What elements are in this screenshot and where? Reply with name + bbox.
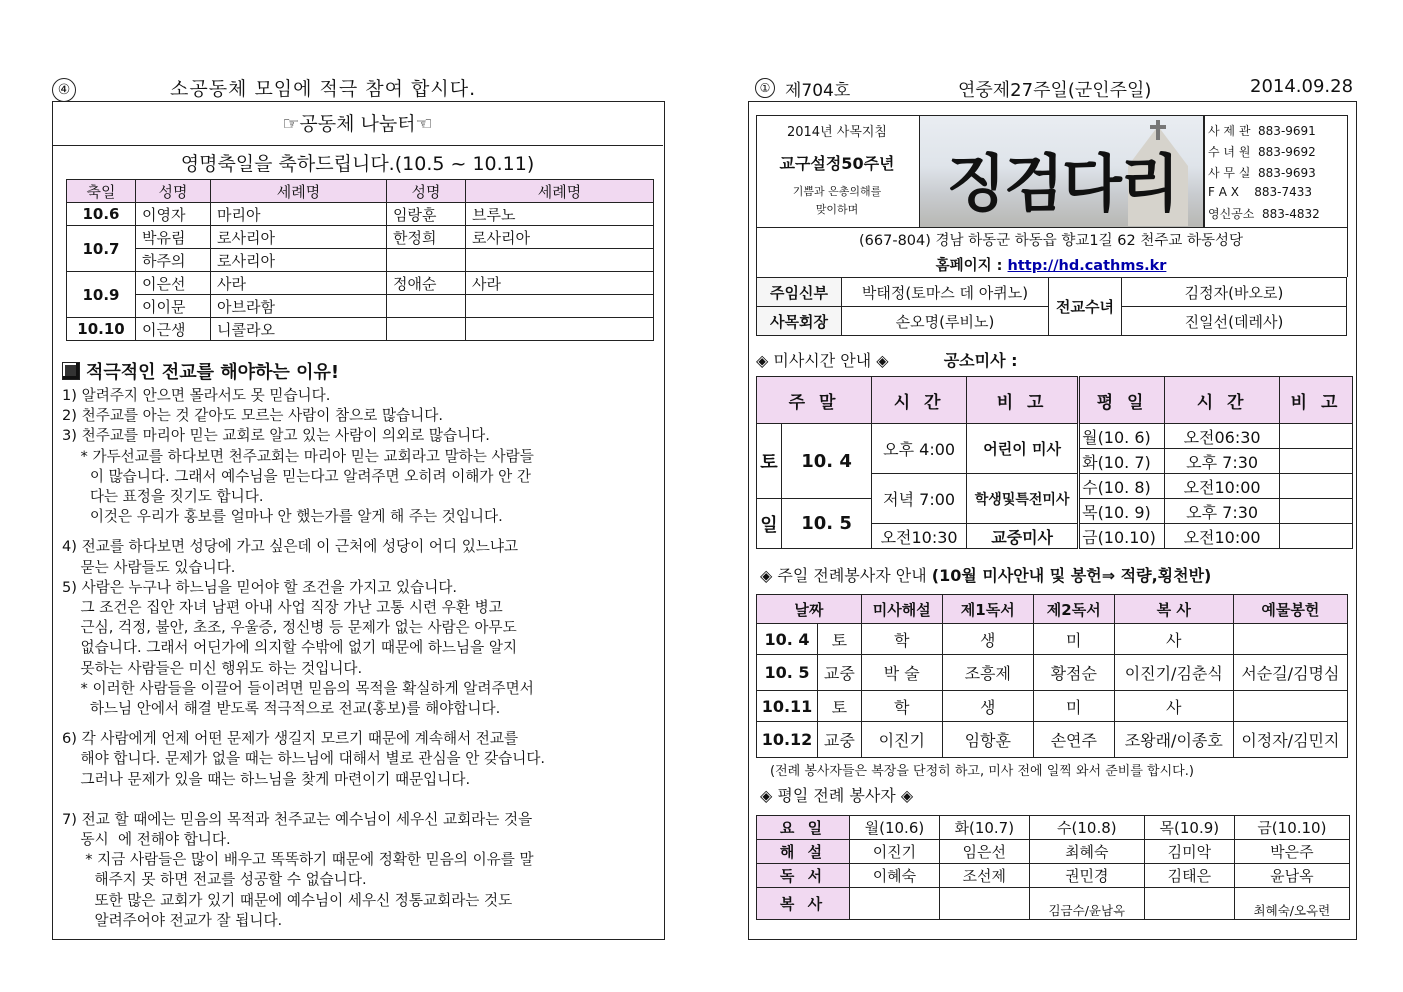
reader: 권민경 xyxy=(1029,864,1144,888)
diocese-anniversary: 교구설정50주년 xyxy=(779,154,895,173)
reason-line: 5) 사람은 누구나 하느님을 믿어야 할 조건을 가지고 있습니다. xyxy=(62,578,458,596)
council-label: 사목회장 xyxy=(757,307,842,336)
name-cell xyxy=(387,249,466,272)
weekday-note xyxy=(1280,424,1353,449)
volunteer-note: (전례 봉사자들은 복장을 단정히 하고, 미사 전에 일찍 와서 준비를 합시다.) xyxy=(770,764,1194,779)
name-cell: 이근생 xyxy=(136,318,211,341)
weekday-date: 수(10. 8) xyxy=(1079,474,1165,499)
baptismal-name-cell xyxy=(466,295,654,318)
issue-number: 제704호 xyxy=(785,81,851,101)
row-header: 복 사 xyxy=(757,888,850,920)
reason-line: 동시 에 전해야 합니다. xyxy=(62,831,231,849)
mass-time: 저녁 7:00 xyxy=(872,474,967,524)
weekday-time: 오전06:30 xyxy=(1165,424,1280,449)
weekend-date: 10. 4 xyxy=(782,424,872,499)
col-header: 주 말 xyxy=(757,377,872,424)
student-mass-char: 미 xyxy=(1033,691,1114,722)
first-reader: 조흥제 xyxy=(942,655,1033,691)
commentator: 임은선 xyxy=(939,840,1029,864)
offering-cell xyxy=(1233,691,1347,722)
square-bullet-icon xyxy=(62,362,80,380)
weekday-time: 오후 7:30 xyxy=(1165,449,1280,474)
table-row xyxy=(757,624,1348,655)
weekday-col: 금(10.10) xyxy=(1234,816,1349,840)
mass-note: 학생및특전미사 xyxy=(967,474,1079,524)
table-row xyxy=(67,249,654,272)
reason-line: 7) 전교 할 때에는 믿음의 목적과 천주교는 예수님이 세우신 교회라는 것을 xyxy=(62,810,533,828)
col-header: 복 사 xyxy=(1114,595,1233,624)
reason-line: * 가두선교를 하다보면 천주교회는 마리아 믿는 교회라고 말하는 사람들 xyxy=(62,447,534,465)
student-mass-char: 학 xyxy=(861,691,942,722)
reason-line: 이 많습니다. 그래서 예수님을 믿는다고 알려주면 오히려 이해가 안 간 xyxy=(62,467,531,485)
student-mass-char: 사 xyxy=(1114,624,1233,655)
volunteer-heading-bold: (10월 미사안내 및 봉헌⇒ 적량,횡천반) xyxy=(931,566,1212,585)
volunteer-date: 10. 4 xyxy=(757,624,818,655)
table-row xyxy=(757,722,1348,758)
name-cell: 박유림 xyxy=(136,226,211,249)
volunteer-date: 10. 5 xyxy=(757,655,818,691)
reason-line: * 이러한 사람들을 이끌어 들이려면 믿음의 목적을 확실하게 알려주면서 xyxy=(62,679,534,697)
weekday-date: 목(10. 9) xyxy=(1079,499,1165,524)
first-reader: 임항훈 xyxy=(942,722,1033,758)
name-cell xyxy=(387,295,466,318)
sunday-volunteers-table xyxy=(756,594,1348,758)
baptismal-name-cell: 사라 xyxy=(211,272,387,295)
reason-line: 묻는 사람들도 있습니다. xyxy=(62,558,236,576)
volunteer-kind: 교중 xyxy=(818,655,862,691)
row-header: 독 서 xyxy=(757,864,850,888)
contact-line: 영신공소 883-4832 xyxy=(1208,207,1320,221)
name-cell: 이영자 xyxy=(136,203,211,226)
table-row xyxy=(757,816,1350,840)
col-header: 평 일 xyxy=(1079,377,1165,424)
name-cell xyxy=(387,318,466,341)
council-president: 손오명(루비노) xyxy=(842,307,1049,336)
name-cell: 이은선 xyxy=(136,272,211,295)
weekday-date: 금(10.10) xyxy=(1079,524,1165,549)
mass-note: 어린이 미사 xyxy=(967,424,1079,474)
reason-line: 6) 각 사람에게 언제 어떤 문제가 생길지 모르기 때문에 계속해서 전교를 xyxy=(62,730,519,748)
reason-line: 근심, 걱정, 불안, 초조, 우울증, 정신병 등 문제가 없는 사람은 아무도 xyxy=(62,619,517,637)
col-header: 예물봉헌 xyxy=(1233,595,1347,624)
table-header-row xyxy=(757,377,1353,424)
name-cell: 이이문 xyxy=(136,295,211,318)
reader: 조선제 xyxy=(939,864,1029,888)
offering-bearers: 이정자/김민지 xyxy=(1233,722,1347,758)
second-reader: 황점순 xyxy=(1033,655,1114,691)
staff-table xyxy=(756,277,1347,336)
mass-time: 오후 4:00 xyxy=(872,424,967,474)
table-row xyxy=(757,691,1348,722)
col-header: 세례명 xyxy=(211,180,387,203)
contact-numbers xyxy=(1203,115,1348,228)
col-header: 성명 xyxy=(136,180,211,203)
col-header: 성명 xyxy=(387,180,466,203)
pastor-label: 주임신부 xyxy=(757,278,842,307)
row-header: 요 일 xyxy=(757,816,850,840)
homepage-line xyxy=(756,254,1346,275)
pastoral-year: 2014년 사목지침 xyxy=(786,125,887,140)
nun-label: 전교수녀 xyxy=(1049,278,1122,336)
homepage-label: 홈페이지 : xyxy=(935,258,1008,274)
volunteer-date: 10.11 xyxy=(757,691,818,722)
nun-name: 김정자(바오로) xyxy=(1122,278,1347,307)
nun-name: 진일선(데레사) xyxy=(1122,307,1347,336)
feast-day-title: 영명축일을 축하드립니다.(10.5 ~ 10.11) xyxy=(180,153,535,175)
baptismal-name-cell: 로사리아 xyxy=(211,249,387,272)
volunteer-kind: 토 xyxy=(818,624,862,655)
row-header: 해 설 xyxy=(757,840,850,864)
homepage-link[interactable]: http://hd.cathms.kr xyxy=(1007,258,1167,274)
server xyxy=(1144,888,1234,920)
mass-time: 오전10:30 xyxy=(872,524,967,549)
weekday-note xyxy=(1280,499,1353,524)
baptismal-name-cell: 브루노 xyxy=(466,203,654,226)
baptismal-name-cell: 니콜라오 xyxy=(211,318,387,341)
reason-line xyxy=(62,527,660,537)
weekday-col: 월(10.6) xyxy=(850,816,940,840)
reason-line: 다는 표정을 짓기도 합니다. xyxy=(62,488,264,506)
col-header: 축일 xyxy=(67,180,136,203)
feast-date: 10.10 xyxy=(67,318,136,341)
feast-date: 10.9 xyxy=(67,272,136,318)
masthead-church-photo xyxy=(919,115,1205,228)
pastor-name: 박태정(토마스 데 아퀴노) xyxy=(842,278,1049,307)
name-cell: 하주의 xyxy=(136,249,211,272)
col-header: 시 간 xyxy=(872,377,967,424)
server xyxy=(939,888,1029,920)
offering-bearers: 서순길/김명심 xyxy=(1233,655,1347,691)
student-mass-char: 사 xyxy=(1114,691,1233,722)
contact-line: 수 녀 원 883-9692 xyxy=(1208,145,1316,159)
server xyxy=(850,888,940,920)
reason-line: 1) 알려주지 안으면 몰라서도 못 믿습니다. xyxy=(62,387,331,404)
weekday-volunteers-heading: ◈ 평일 전례 봉사자 ◈ xyxy=(760,786,914,805)
volunteer-date: 10.12 xyxy=(757,722,818,758)
reason-line: 또한 많은 교회가 있기 때문에 예수님이 세우신 정통교회라는 것도 xyxy=(62,891,513,909)
reason-line xyxy=(62,790,660,800)
contact-line: 사 무 실 883-9693 xyxy=(1208,166,1316,180)
bulletin-masthead-title: 징검다리 xyxy=(946,147,1178,220)
reason-line: 해주지 못 하면 전교를 성공할 수 없습니다. xyxy=(62,871,367,889)
table-row xyxy=(757,278,1347,307)
weekday-col: 목(10.9) xyxy=(1144,816,1234,840)
page-number-left: ④ xyxy=(52,78,76,102)
bulletin-date: 2014.09.28 xyxy=(1250,76,1354,97)
weekday-volunteers-table xyxy=(756,815,1350,920)
reason-line xyxy=(62,719,660,729)
reason-line: 그러나 문제가 있을 때는 하느님을 찾게 마련이기 때문입니다. xyxy=(62,770,471,788)
volunteer-kind: 토 xyxy=(818,691,862,722)
server: 최혜숙/오옥련 xyxy=(1234,888,1349,920)
table-row xyxy=(67,226,654,249)
community-section-title: ☞공동체 나눔터☜ xyxy=(52,101,663,146)
weekday-date: 월(10. 6) xyxy=(1079,424,1165,449)
liturgical-sunday: 연중제27주일(군인주일) xyxy=(958,80,1152,101)
table-row xyxy=(67,295,654,318)
weekday-date: 화(10. 7) xyxy=(1079,449,1165,474)
name-cell: 정애순 xyxy=(387,272,466,295)
name-cell: 한정희 xyxy=(387,226,466,249)
reason-line: 하느님 안에서 해결 받도록 적극적으로 전교(홍보)를 해야합니다. xyxy=(62,700,501,718)
feast-day-table xyxy=(66,179,654,341)
reason-line: 알려주어야 전교가 잘 됩니다. xyxy=(62,911,283,929)
reason-line: 해야 합니다. 문제가 없을 때는 하느님에 대해서 별로 관심을 안 갖습니다. xyxy=(62,750,546,768)
col-header: 비 고 xyxy=(1280,377,1353,424)
reason-line xyxy=(62,800,660,810)
col-header: 시 간 xyxy=(1165,377,1280,424)
table-row xyxy=(67,318,654,341)
volunteer-heading-text: ◈ 주일 전례봉사자 안내 xyxy=(760,566,927,585)
commentator: 박은주 xyxy=(1234,840,1349,864)
col-header: 비 고 xyxy=(967,377,1079,424)
church-address: (667-804) 경남 하동군 하동읍 향교1길 62 천주교 하동성당 xyxy=(859,233,1243,249)
weekday-time: 오전10:00 xyxy=(1165,474,1280,499)
weekday-time: 오후 7:30 xyxy=(1165,499,1280,524)
mass-schedule-heading xyxy=(756,348,1018,371)
weekday-note xyxy=(1280,524,1353,549)
baptismal-name-cell: 사라 xyxy=(466,272,654,295)
table-row xyxy=(757,864,1350,888)
table-row xyxy=(757,424,1353,449)
feast-date: 10.7 xyxy=(67,226,136,272)
table-header-row xyxy=(67,180,654,203)
weekend-date: 10. 5 xyxy=(782,499,872,549)
weekend-day: 일 xyxy=(757,499,782,549)
student-mass-char: 학 xyxy=(861,624,942,655)
reasons-title: 적극적인 전교를 해야하는 이유! xyxy=(86,362,340,383)
page-number-right: ① xyxy=(755,78,775,98)
student-mass-char: 미 xyxy=(1033,624,1114,655)
server: 김금수/윤남옥 xyxy=(1029,888,1144,920)
reason-line: 이것은 우리가 홍보를 얼마나 안 했는가를 알게 해 주는 것입니다. xyxy=(62,508,503,526)
weekday-note xyxy=(1280,449,1353,474)
reason-line: 없습니다. 그래서 어딘가에 의지할 수밖에 없기 때문에 하느님을 알지 xyxy=(62,639,518,657)
name-cell: 임랑훈 xyxy=(387,203,466,226)
table-header-row xyxy=(757,595,1348,624)
reason-line: 3) 천주교를 마리아 믿는 교회로 알고 있는 사람이 의외로 많습니다. xyxy=(62,427,490,445)
table-row xyxy=(67,203,654,226)
baptismal-name-cell xyxy=(466,249,654,272)
baptismal-name-cell: 아브라함 xyxy=(211,295,387,318)
student-mass-char: 생 xyxy=(942,624,1033,655)
mass-note: 교중미사 xyxy=(967,524,1079,549)
baptismal-name-cell xyxy=(466,318,654,341)
left-headline: 소공동체 모임에 적극 참여 합시다. xyxy=(170,78,477,100)
altar-servers: 조왕래/이종호 xyxy=(1114,722,1233,758)
mass-heading-text: ◈ 미사시간 안내 ◈ xyxy=(756,351,889,370)
anniversary-subtitle: 기쁨과 은총의해를 xyxy=(792,185,882,198)
offering-cell xyxy=(1233,624,1347,655)
commentator: 박 술 xyxy=(861,655,942,691)
weekday-time: 오전10:00 xyxy=(1165,524,1280,549)
col-header: 제2독서 xyxy=(1033,595,1114,624)
altar-servers: 이진기/김춘식 xyxy=(1114,655,1233,691)
table-row xyxy=(67,272,654,295)
student-mass-char: 생 xyxy=(942,691,1033,722)
reader: 김태은 xyxy=(1144,864,1234,888)
reason-line: 4) 전교를 하다보면 성당에 가고 싶은데 이 근처에 성당이 어디 있느냐고 xyxy=(62,538,519,556)
cross-icon-bar xyxy=(1150,125,1166,129)
reason-line: * 지금 사람들은 많이 배우고 똑똑하기 때문에 정확한 믿음의 이유를 말 xyxy=(62,851,534,869)
sunday-volunteers-heading xyxy=(760,563,1211,586)
feast-date: 10.6 xyxy=(67,203,136,226)
contact-line: F A X 883-7433 xyxy=(1208,185,1312,199)
col-header: 제1독서 xyxy=(942,595,1033,624)
weekday-col: 화(10.7) xyxy=(939,816,1029,840)
weekday-note xyxy=(1280,474,1353,499)
baptismal-name-cell: 로사리아 xyxy=(211,226,387,249)
reason-line: 2) 천주교를 아는 것 같아도 모르는 사람이 참으로 많습니다. xyxy=(62,407,443,425)
evangelization-reasons-heading xyxy=(62,358,339,384)
commentator: 최혜숙 xyxy=(1029,840,1144,864)
reason-line: 못하는 사람들은 미신 행위도 하는 것입니다. xyxy=(62,659,363,677)
baptismal-name-cell: 로사리아 xyxy=(466,226,654,249)
mass-schedule-table xyxy=(756,376,1353,549)
commentator: 이진기 xyxy=(861,722,942,758)
table-row xyxy=(757,888,1350,920)
mission-mass-label: 공소미사 : xyxy=(943,351,1018,370)
table-row xyxy=(757,840,1350,864)
col-header: 날짜 xyxy=(757,595,862,624)
weekday-col: 수(10.8) xyxy=(1029,816,1144,840)
contact-line: 사 제 관 883-9691 xyxy=(1208,124,1316,138)
commentator: 김미악 xyxy=(1144,840,1234,864)
anniversary-subtitle: 맞이하며 xyxy=(815,203,859,216)
col-header: 미사해설 xyxy=(861,595,942,624)
reader: 윤남옥 xyxy=(1234,864,1349,888)
table-row xyxy=(757,655,1348,691)
second-reader: 손연주 xyxy=(1033,722,1114,758)
col-header: 세례명 xyxy=(466,180,654,203)
reason-line: 그 조건은 집안 자녀 남편 아내 사업 직장 가난 고통 시련 우환 병고 xyxy=(62,599,503,617)
baptismal-name-cell: 마리아 xyxy=(211,203,387,226)
volunteer-kind: 교중 xyxy=(818,722,862,758)
commentator: 이진기 xyxy=(850,840,940,864)
weekend-day: 토 xyxy=(757,424,782,499)
reasons-list xyxy=(62,386,660,931)
reader: 이혜숙 xyxy=(850,864,940,888)
